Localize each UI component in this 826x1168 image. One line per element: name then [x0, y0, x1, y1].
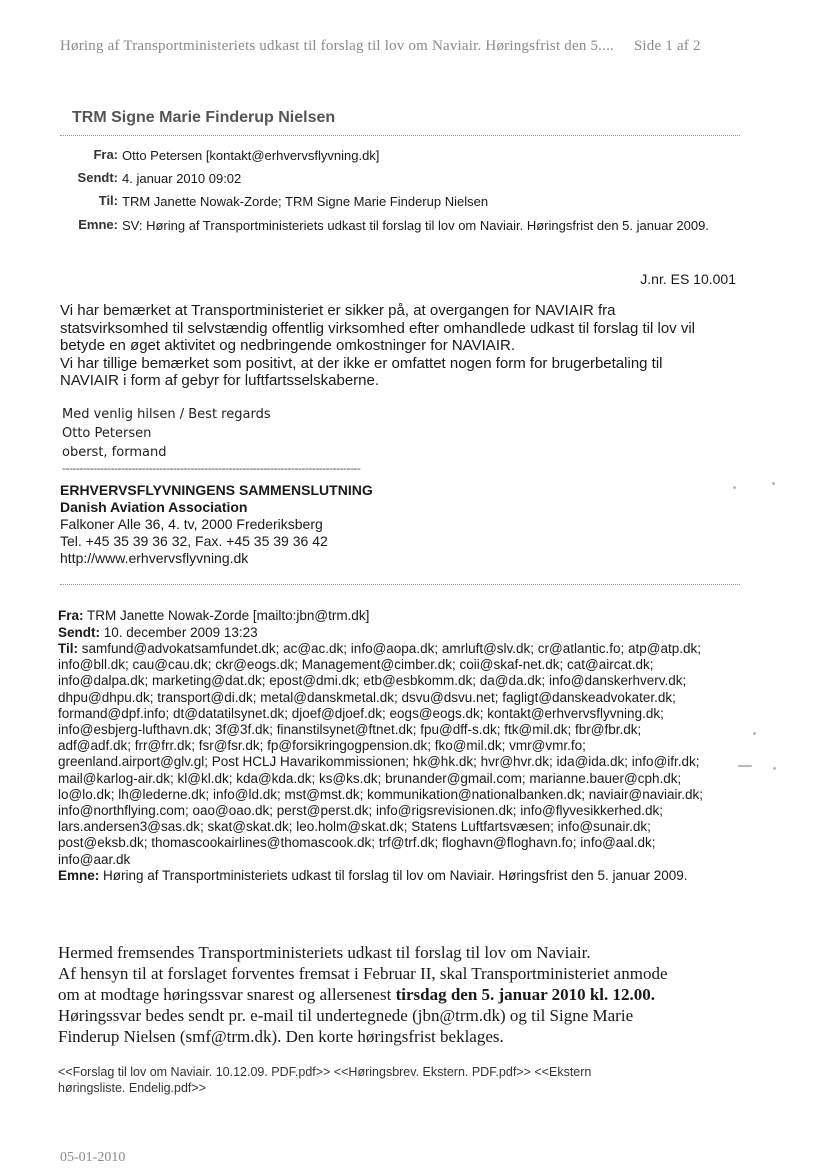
recipient-line: lars.andersen3@sas.dk; skat@skat.dk; leo.holm@skat.dk; Statens Luftfartsvæsen; info@sunair.dk; [58, 819, 651, 835]
scan-speck [738, 765, 752, 767]
meta-from [70, 147, 380, 163]
meta-sent-label: Sendt: [77, 170, 118, 185]
org-name-english: Danish Aviation Association [60, 499, 248, 515]
body-line: Vi har tillige bemærket som positivt, at der ikke er omfattet nogen form for brugerbetaling til [60, 354, 663, 372]
attachment-line[interactable]: høringsliste. Endelig.pdf>> [58, 1081, 207, 1095]
recipient-text: samfund@advokatsamfundet.dk; ac@ac.dk; info@aopa.dk; amrluft@slv.dk; cr@atlantic.fo; atp@atp.dk; [81, 641, 702, 656]
print-header-title: Høring af Transportministeriets udkast til forslag til lov om Naviair. Høringsfrist den 5.... [60, 38, 614, 54]
letter-line: Finderup Nielsen (smf@trm.dk). Den korte høringsfrist beklages. [58, 1027, 504, 1046]
forward-from-value: TRM Janette Nowak-Zorde [mailto:jbn@trm.dk] [87, 608, 370, 623]
recipient-line: info@bll.dk; cau@cau.dk; ckr@eogs.dk; Management@cimber.dk; coii@skaf-net.dk; cat@aircat.dk; [58, 657, 654, 673]
org-address: Falkoner Alle 36, 4. tv, 2000 Frederiksberg [60, 516, 323, 532]
meta-to-label: Til: [98, 193, 118, 208]
meta-sent [70, 170, 242, 186]
deadline-text: tirsdag den 5. januar 2010 kl. 12.00. [395, 985, 656, 1004]
recipient-line: info@esbjerg-lufthavn.dk; 3f@3f.dk; finanstilsynet@ftnet.dk; fpu@dff-s.dk; ftk@mil.dk; fbr@fbr.dk; [58, 722, 642, 738]
recipient-line: greenland.airport@glv.gl; Post HCLJ Havarikommissionen; hk@hk.dk; hvr@hvr.dk; ida@ida.dk; info@ifr.dk; [58, 754, 700, 770]
org-name: ERHVERVSFLYVNINGENS SAMMENSLUTNING [60, 482, 373, 498]
org-website-link[interactable]: http://www.erhvervsflyvning.dk [60, 550, 249, 566]
forward-recipients [58, 641, 738, 884]
recipient-line: dhpu@dhpu.dk; transport@di.dk; metal@danskmetal.dk; dsvu@dsvu.net; fagligt@danskeadvokater.dk; [58, 689, 676, 705]
recipient-line: info@northflying.com; oao@oao.dk; perst@perst.dk; info@rigsrevisionen.dk; info@flyvesikkerhed.dk; [58, 803, 664, 819]
signature-greeting: Med venlig hilsen / Best regards [62, 407, 271, 422]
divider [60, 584, 740, 585]
recipient-line: formand@dpf.info; dt@datatilsynet.dk; djoef@djoef.dk; eogs@eogs.dk; kontakt@erhvervsflyvning.dk; [58, 705, 664, 721]
recipient-line: lo@lo.dk; lh@lederne.dk; info@ld.dk; mst@mst.dk; kommunikation@nationalbanken.dk; naviair@naviair.dk; [58, 786, 704, 802]
forward-from [58, 608, 738, 624]
recipient-line: info@aar.dk [58, 851, 131, 867]
forward-sent-label: Sendt: [58, 625, 100, 640]
recipient-line: mail@karlog-air.dk; kl@kl.dk; kda@kda.dk; ks@ks.dk; brunander@gmail.com; marianne.bauer@cph.dk; [58, 770, 682, 786]
meta-subject-label: Emne: [78, 217, 118, 232]
footer-date: 05-01-2010 [60, 1150, 126, 1165]
forward-sent-value: 10. december 2009 13:23 [103, 625, 258, 640]
journal-number: J.nr. ES 10.001 [640, 271, 736, 287]
recipient-line [58, 868, 738, 884]
message-body [60, 302, 740, 390]
scan-speck [753, 732, 756, 735]
sender-name: TRM Signe Marie Finderup Nielsen [72, 109, 336, 126]
scan-speck [773, 767, 776, 770]
letter-line: Høringssvar bedes sendt pr. e-mail til undertegnede (jbn@trm.dk) og til Signe Marie [58, 1006, 634, 1025]
print-header-page: Side 1 af 2 [633, 38, 701, 54]
body-line: betyde en øget aktivitet og nedbringende omkostninger for NAVIAIR. [60, 337, 515, 354]
forward-sent [58, 625, 738, 641]
forward-from-label: Fra: [58, 608, 84, 623]
signature-separator: -------------------------------------------------------------------------------------- [62, 462, 361, 475]
signature-title: oberst, formand [62, 445, 167, 460]
meta-subject [70, 217, 709, 233]
meta-subject-value: SV: Høring af Transportministeriets udkast til forslag til lov om Naviair. Høringsfrist den 5. januar 2009. [122, 218, 709, 233]
body-line: Vi har bemærket at Transportministeriet er sikker på, at overgangen for NAVIAIR fra [60, 302, 616, 319]
cover-letter [58, 942, 748, 1047]
body-line: statsvirksomhed til selvstændig offentlig virksomhed efter omhandlede udkast til forslag til lov vil [60, 319, 696, 337]
meta-from-label: Fra: [93, 147, 118, 162]
scan-speck [772, 482, 775, 485]
body-line: NAVIAIR i form af gebyr for luftfartsselskaberne. [60, 372, 380, 389]
attachment-line[interactable]: <<Forslag til lov om Naviair. 10.12.09. PDF.pdf>> <<Høringsbrev. Ekstern. PDF.pdf>> <<Ekstern [58, 1065, 592, 1079]
recipient-line [58, 641, 738, 657]
meta-to-value: TRM Janette Nowak-Zorde; TRM Signe Marie Finderup Nielsen [122, 194, 489, 209]
meta-sent-value: 4. januar 2010 09:02 [122, 171, 242, 186]
meta-to [70, 193, 489, 209]
letter-line: Af hensyn til at forslaget forventes fremsat i Februar II, skal Transportministeriet anmode [58, 964, 668, 983]
attachments [58, 1064, 738, 1096]
meta-from-value: Otto Petersen [kontakt@erhvervsflyvning.dk] [122, 148, 380, 163]
letter-text: om at modtage høringssvar snarest og allersenest [58, 985, 396, 1004]
recipient-line: info@dalpa.dk; marketing@dat.dk; epost@dmi.dk; etb@esbkomm.dk; da@da.dk; info@danskerhverv.dk; [58, 673, 687, 689]
forward-subject-label: Emne: [58, 867, 100, 883]
recipient-line: post@eksb.dk; thomascookairlines@thomascook.dk; trf@trf.dk; floghavn@floghavn.fo; info@aal.dk; [58, 835, 656, 851]
letter-line: Hermed fremsendes Transportministeriets udkast til forslag til lov om Naviair. [58, 943, 591, 962]
signature-name: Otto Petersen [62, 426, 152, 441]
forward-subject-value: Høring af Transportministeriets udkast til forslag til lov om Naviair. Høringsfrist den 5. januar 2009. [103, 867, 688, 883]
scan-speck [733, 486, 736, 489]
org-phone: Tel. +45 35 39 36 32, Fax. +45 35 39 36 42 [60, 533, 328, 549]
divider [60, 135, 740, 136]
forward-to-label: Til: [58, 641, 78, 656]
letter-line [58, 984, 748, 1005]
print-header [60, 38, 780, 55]
recipient-line: adf@adf.dk; frr@frr.dk; fsr@fsr.dk; fp@forsikringogpension.dk; fko@mil.dk; vmr@vmr.fo; [58, 738, 586, 754]
